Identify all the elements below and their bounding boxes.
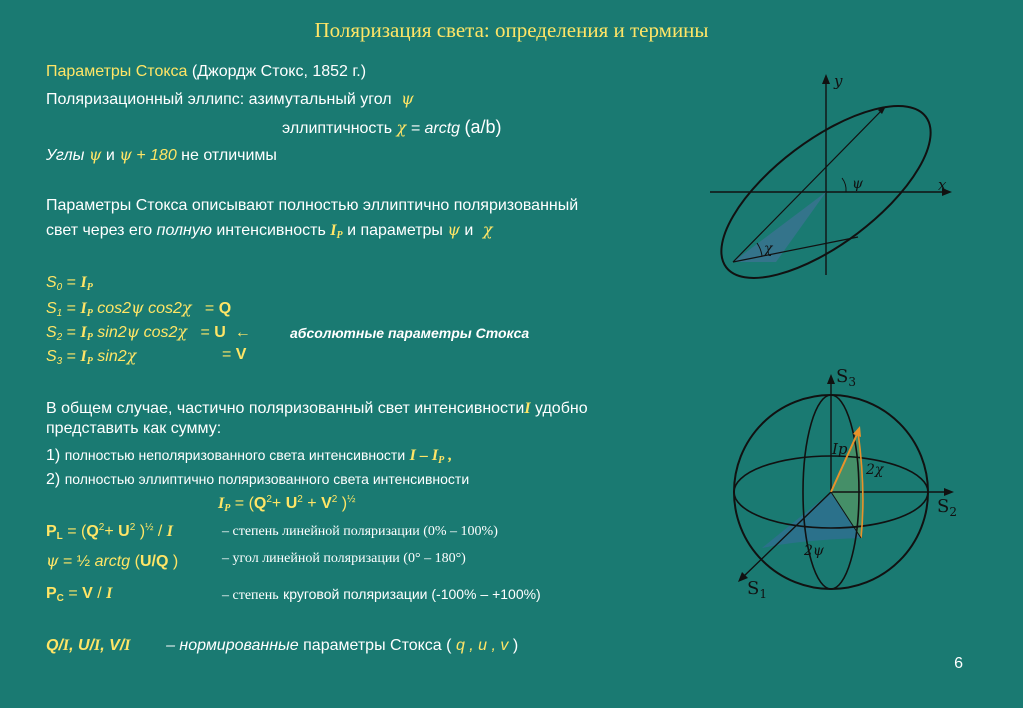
s3-label: $S_3$ — [836, 366, 856, 389]
psi-symbol: ψ — [88, 145, 102, 164]
ip-symbol: $I_P$ — [330, 222, 343, 241]
description-line2 — [46, 220, 493, 241]
psi-symbol: ψ — [119, 145, 132, 164]
psi-symbol: ψ — [447, 220, 460, 239]
general-item1 — [46, 447, 452, 466]
description-line1: Параметры Стокса описывают полностью эллиптично поляризованный — [46, 197, 579, 214]
formula-ip: $I_P = (Q^2+ U^2 + V^2$ )$^{\frac{1}{2}}$ — [218, 494, 356, 514]
stokes-header — [46, 63, 366, 81]
s3-arrow — [827, 374, 835, 384]
ip-label: Ip — [832, 440, 848, 458]
ellipticity-arg: (a/b) — [464, 117, 502, 137]
general-text: удобно — [535, 400, 588, 417]
psi-arc — [842, 178, 846, 192]
psi-description: – угол линейной поляризации (0° – 180°) — [222, 551, 466, 566]
chi-angle-label: χ — [764, 241, 773, 257]
desc-text: и — [464, 222, 474, 239]
ellipticity-formula: = arctg — [410, 120, 461, 137]
page-title: Поляризация света: определения и термины — [314, 18, 709, 42]
formula-s3-value: = V — [222, 346, 247, 363]
ellipse-line — [46, 89, 414, 109]
general-line2: представить как сумму: — [46, 420, 222, 437]
angles-label: Углы — [46, 147, 85, 164]
formula-pc: $P_C = V / I$ — [46, 585, 113, 604]
pc-desc-a: – степень — [222, 588, 279, 603]
psi-angle-label: ψ — [852, 176, 863, 192]
normalized-a: – нормированные — [166, 637, 299, 654]
desc-text: полную — [156, 222, 212, 239]
normalized-b: параметры Стокса ( — [303, 637, 452, 654]
ellipticity-label: эллиптичность — [282, 120, 393, 137]
pc-desc-b: круговой поляризации (-100% – +100%) — [283, 586, 541, 602]
absolute-note: абсолютные параметры Стокса — [290, 325, 530, 341]
angles-line — [46, 145, 277, 165]
y-label: y — [834, 72, 843, 90]
pl-description: – степень линейной поляризации (0% – 100%) — [222, 524, 498, 539]
s1-label: $S_1$ — [747, 578, 767, 601]
formula-s3: $S_3 = I_P$ sin2χ — [46, 346, 137, 367]
normalized-c: q , u , v — [455, 637, 509, 654]
pc-description — [222, 586, 541, 604]
two-chi-label: 2χ — [866, 462, 884, 478]
item-number: 1) — [46, 447, 61, 464]
y-axis-arrow — [822, 74, 830, 84]
desc-text: интенсивность — [216, 222, 326, 239]
chi-wedge — [733, 192, 826, 262]
ellipticity-line — [282, 117, 502, 138]
i-minus-ip: I – $I_P$ , — [409, 447, 453, 466]
stokes-author: (Джордж Стокс, 1852 г.) — [191, 63, 367, 80]
formula-psi: ψ = ½ arctg (U/Q ) — [46, 551, 179, 570]
item-text: полностью неполяризованного света интенсивности — [64, 447, 406, 463]
item-number: 2) — [46, 471, 61, 488]
s2-arrow — [944, 488, 954, 496]
general-item2 — [46, 471, 469, 489]
item-text: полностью эллиптично поляризованного света интенсивности — [64, 471, 470, 487]
chi-symbol: χ — [396, 118, 407, 137]
desc-text: свет через его — [46, 222, 153, 239]
stokes-label: Параметры Стокса — [46, 63, 188, 80]
general-line1 — [46, 400, 588, 418]
i-symbol: I — [524, 400, 531, 417]
page-number: 6 — [954, 655, 963, 672]
psi-symbol: ψ — [396, 89, 414, 108]
formula-s1: $S_1 = I_P$ cos2ψ cos2χ = Q — [46, 298, 232, 319]
polarization-ellipse-diagram — [706, 70, 956, 280]
chi-symbol: χ — [477, 220, 493, 239]
normalized-d: ) — [512, 637, 519, 654]
angles-tail: не отличимы — [181, 147, 277, 164]
s2-label: $S_2$ — [937, 496, 957, 519]
normalized-line: Q/I, U/I, V/I – нормированные параметры Стокса ( q , u , v ) — [46, 637, 519, 654]
poincare-sphere-diagram — [730, 360, 970, 610]
two-psi-label: 2ψ — [804, 543, 824, 559]
angles-and: и — [105, 147, 115, 164]
ellipse-label: Поляризационный эллипс: азимутальный угол — [46, 91, 392, 108]
general-text: В общем случае, частично поляризованный свет интенсивности — [46, 400, 525, 417]
angles-plus: + 180 — [136, 147, 177, 164]
formula-s2: $S_2 = I_P$ sin2ψ cos2χ = U ← — [46, 322, 251, 343]
formula-s0: $S_0 = I_P$ — [46, 274, 93, 293]
desc-text: и параметры — [347, 222, 443, 239]
formula-pl: $P_L = (Q^2+ U^2$ )$^{\frac{1}{2}}$ / I — [46, 522, 173, 542]
x-label: x — [938, 176, 947, 194]
